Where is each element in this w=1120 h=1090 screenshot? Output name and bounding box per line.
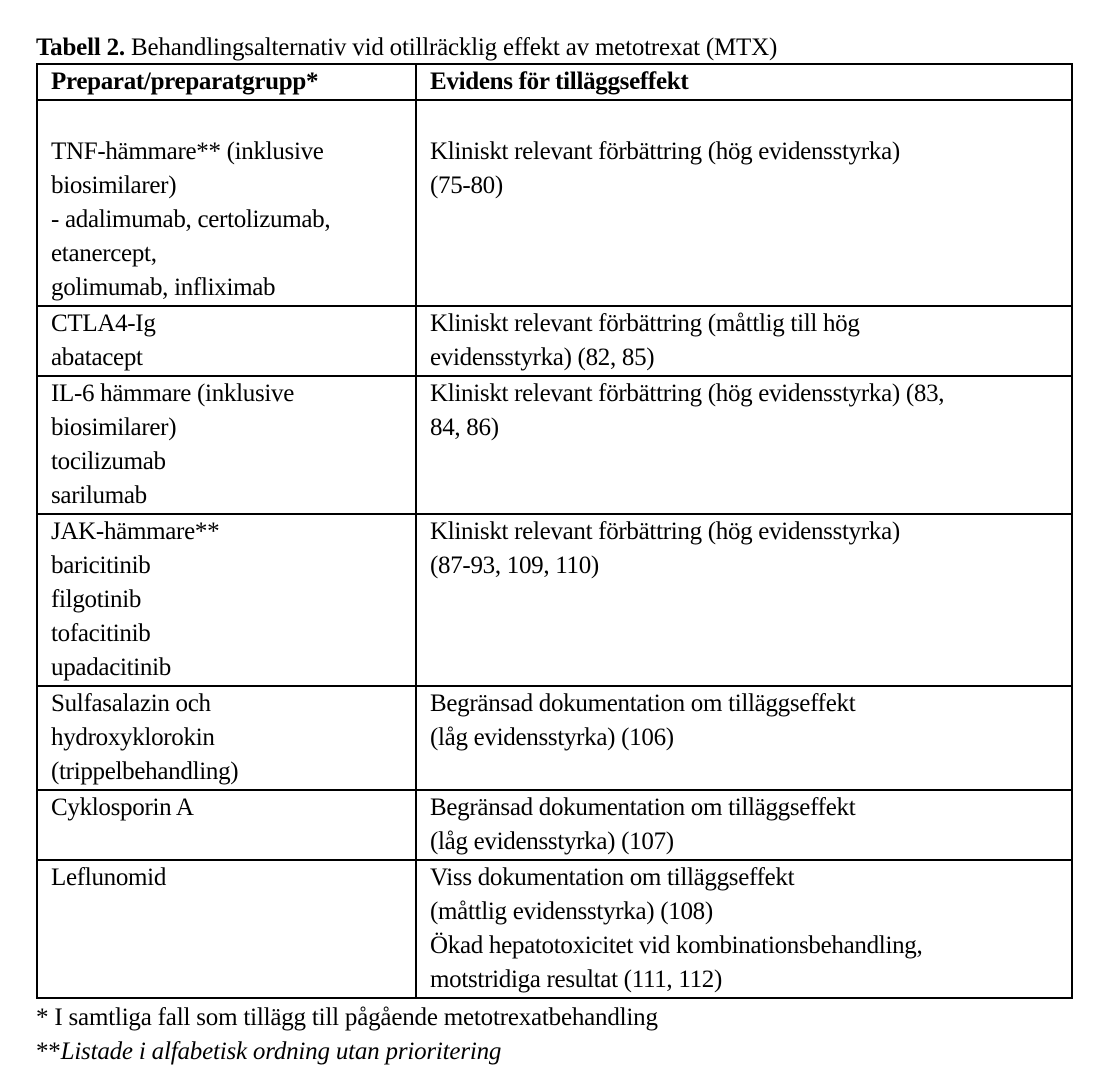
treatment-table (36, 63, 1073, 999)
drug-cell (37, 790, 416, 860)
drug-line: TNF-hämmare** (inklusive (51, 138, 324, 165)
evidence-cell (416, 306, 1072, 376)
evidence-cell (416, 514, 1072, 686)
evidence-line: evidensstyrka) (82, 85) (430, 344, 655, 371)
evidence-line: Begränsad dokumentation om tilläggseffekt (430, 690, 856, 717)
drug-line: Leflunomid (51, 864, 167, 891)
drug-cell (37, 686, 416, 790)
evidence-line: (måttlig evidensstyrka) (108) (430, 898, 713, 925)
table-row (37, 790, 1072, 860)
drug-line: tocilizumab (51, 448, 166, 475)
evidence-line: (75-80) (430, 172, 503, 199)
drug-line: IL-6 hämmare (inklusive (51, 380, 295, 407)
evidence-cell (416, 686, 1072, 790)
evidence-line: Kliniskt relevant förbättring (hög evidensstyrka) (83, (430, 380, 945, 407)
drug-line: tofacitinib (51, 620, 151, 647)
evidence-line: Kliniskt relevant förbättring (hög evidensstyrka) (430, 518, 900, 545)
drug-line: (trippelbehandling) (51, 758, 239, 785)
drug-line: upadacitinib (51, 654, 171, 681)
evidence-line: Kliniskt relevant förbättring (hög evidensstyrka) (430, 138, 900, 165)
header-drug: Preparat/preparatgrupp* (37, 64, 416, 100)
header-evidence: Evidens för tilläggseffekt (416, 64, 1072, 100)
drug-line: biosimilarer) (51, 414, 177, 441)
drug-line: biosimilarer) (51, 172, 177, 199)
evidence-line: (låg evidensstyrka) (106) (430, 724, 674, 751)
evidence-cell (416, 376, 1072, 514)
footnotes (36, 1001, 1076, 1069)
drug-line: JAK-hämmare** (51, 518, 220, 545)
evidence-line: (låg evidensstyrka) (107) (430, 828, 674, 855)
drug-line: sarilumab (51, 482, 147, 509)
drug-cell (37, 376, 416, 514)
drug-line: CTLA4-Ig (51, 310, 156, 337)
drug-line: baricitinib (51, 552, 151, 579)
evidence-line: Kliniskt relevant förbättring (måttlig till hög (430, 310, 860, 337)
evidence-cell (416, 100, 1072, 306)
drug-cell (37, 100, 416, 306)
evidence-line: 84, 86) (430, 414, 499, 441)
drug-cell (37, 860, 416, 998)
table-row (37, 860, 1072, 998)
evidence-cell (416, 860, 1072, 998)
drug-line: hydroxyklorokin (51, 724, 215, 751)
evidence-line: Viss dokumentation om tilläggseffekt (430, 864, 795, 891)
drug-cell (37, 514, 416, 686)
evidence-line: (87-93, 109, 110) (430, 552, 599, 579)
evidence-line: Ökad hepatotoxicitet vid kombinationsbehandling, (430, 932, 923, 959)
drug-line: Cyklosporin A (51, 794, 194, 821)
table-header-row (37, 64, 1072, 100)
table-row (37, 100, 1072, 306)
caption-text: Behandlingsalternativ vid otillräcklig effekt av metotrexat (MTX) (124, 34, 778, 61)
drug-line: etanercept, (51, 240, 157, 267)
cell-spacer (51, 101, 407, 135)
drug-line: golimumab, infliximab (51, 274, 276, 301)
evidence-line: motstridiga resultat (111, 112) (430, 966, 723, 993)
evidence-line: Begränsad dokumentation om tilläggseffekt (430, 794, 856, 821)
table-row (37, 306, 1072, 376)
drug-cell (37, 306, 416, 376)
table-caption (36, 32, 1076, 63)
drug-line: abatacept (51, 344, 143, 371)
table-row (37, 376, 1072, 514)
footnote-2 (36, 1035, 1076, 1069)
drug-line: Sulfasalazin och (51, 690, 211, 717)
footnote-1: * I samtliga fall som tillägg till pågående metotrexatbehandling (36, 1004, 658, 1031)
footnote-2-marker: ** (36, 1038, 61, 1065)
caption-label: Tabell 2. (36, 34, 125, 61)
cell-spacer (430, 101, 1063, 135)
drug-line: - adalimumab, certolizumab, (51, 206, 331, 233)
evidence-cell (416, 790, 1072, 860)
drug-line: filgotinib (51, 586, 142, 613)
footnote-2-text: Listade i alfabetisk ordning utan prioritering (60, 1038, 502, 1065)
table-row (37, 514, 1072, 686)
table-row (37, 686, 1072, 790)
